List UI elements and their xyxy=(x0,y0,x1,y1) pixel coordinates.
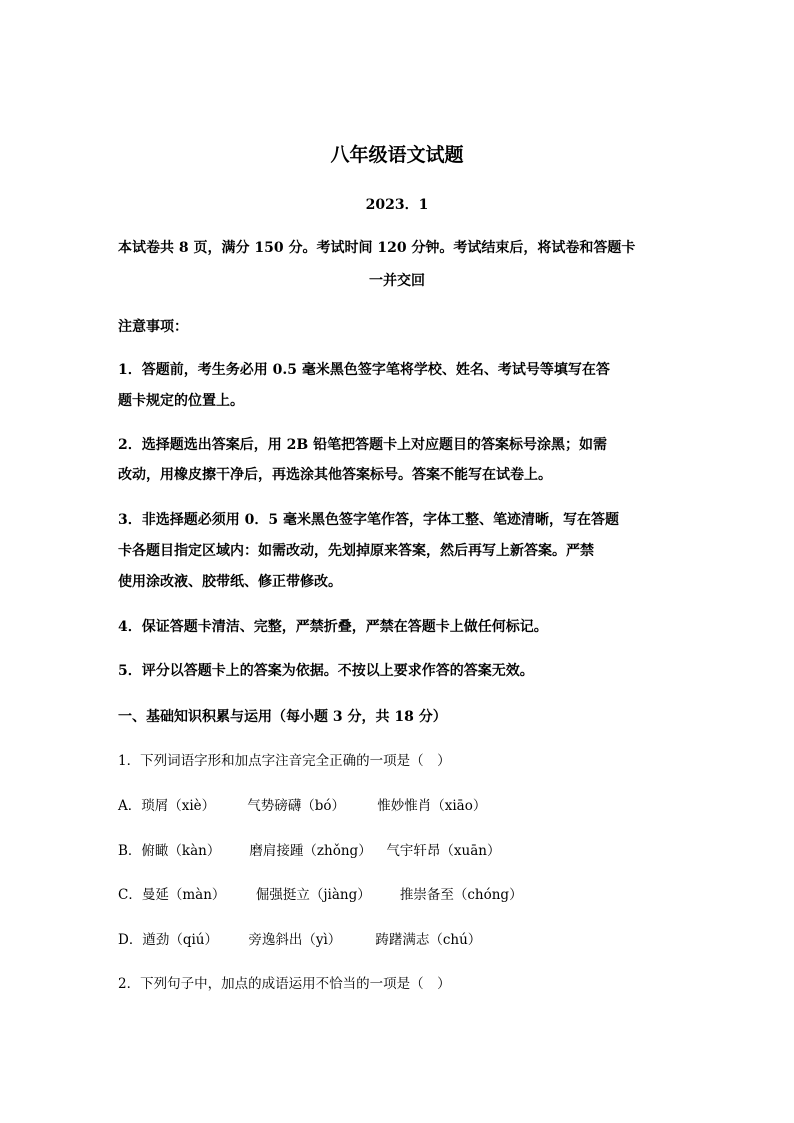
page-title: 八年级语文试题 xyxy=(330,144,464,166)
note-line: 1．答题前，考生务必用 0.5 毫米黑色签字笔将学校、姓名、考试号等填写在答 xyxy=(118,362,610,378)
note-line: 4．保证答题卡清洁、完整，严禁折叠，严禁在答题卡上做任何标记。 xyxy=(118,619,548,635)
option-word-3: 踌躇满志（chú） xyxy=(375,932,482,948)
note-line: 卡各题目指定区域内：如需改动，先划掉原来答案，然后再写上新答案。严禁 xyxy=(118,543,594,559)
exam-date: 2023．1 xyxy=(365,197,429,213)
option-word-2: 气势磅礴（bó） xyxy=(247,798,346,814)
note-line: 5．评分以答题卡上的答案为依据。不按以上要求作答的答案无效。 xyxy=(118,663,534,679)
question-1-option-b xyxy=(118,841,500,861)
question-1-option-c xyxy=(118,885,523,905)
notes-heading: 注意事项： xyxy=(118,319,188,335)
option-letter: D． xyxy=(118,932,143,948)
option-letter: A． xyxy=(118,798,142,814)
option-word-2: 磨肩接踵（zhǒng） xyxy=(249,843,372,859)
note-line: 题卡规定的位置上。 xyxy=(118,393,244,409)
note-line: 2．选择题选出答案后，用 2B 铅笔把答题卡上对应题目的答案标号涂黑；如需 xyxy=(118,437,608,453)
option-word-1: 俯瞰（kàn） xyxy=(141,843,221,859)
option-word-1: 遒劲（qiú） xyxy=(142,932,218,948)
question-1-option-d xyxy=(118,930,481,950)
note-line: 改动，用橡皮擦干净后，再选涂其他答案标号。答案不能写在试卷上。 xyxy=(118,467,552,483)
option-word-3: 气宇轩昂（xuān） xyxy=(386,843,501,859)
option-word-2: 倔强挺立（jiàng） xyxy=(255,887,371,903)
option-word-1: 琐屑（xiè） xyxy=(141,798,216,814)
intro-line-1: 本试卷共 8 页，满分 150 分。考试时间 120 分钟。考试结束后，将试卷和答题卡 xyxy=(118,240,636,256)
option-word-3: 惟妙惟肖（xiāo） xyxy=(377,798,487,814)
question-1-stem: 1．下列词语字形和加点字注音完全正确的一项是（ ） xyxy=(118,753,451,769)
section-heading: 一、基础知识积累与运用（每小题 3 分，共 18 分） xyxy=(118,709,447,725)
option-word-1: 曼延（màn） xyxy=(141,887,226,903)
question-2-stem: 2．下列句子中，加点的成语运用不恰当的一项是（ ） xyxy=(118,976,451,992)
note-line: 3．非选择题必须用 0．5 毫米黑色签字笔作答，字体工整、笔迹清晰，写在答题 xyxy=(118,512,619,528)
option-word-3: 推崇备至（chóng） xyxy=(399,887,523,903)
option-letter: B． xyxy=(118,843,142,859)
option-letter: C． xyxy=(118,887,142,903)
option-word-2: 旁逸斜出（yì） xyxy=(248,932,342,948)
intro-line-2: 一并交回 xyxy=(369,273,425,289)
question-1-option-a xyxy=(118,796,486,816)
note-line: 使用涂改液、胶带纸、修正带修改。 xyxy=(118,574,342,590)
